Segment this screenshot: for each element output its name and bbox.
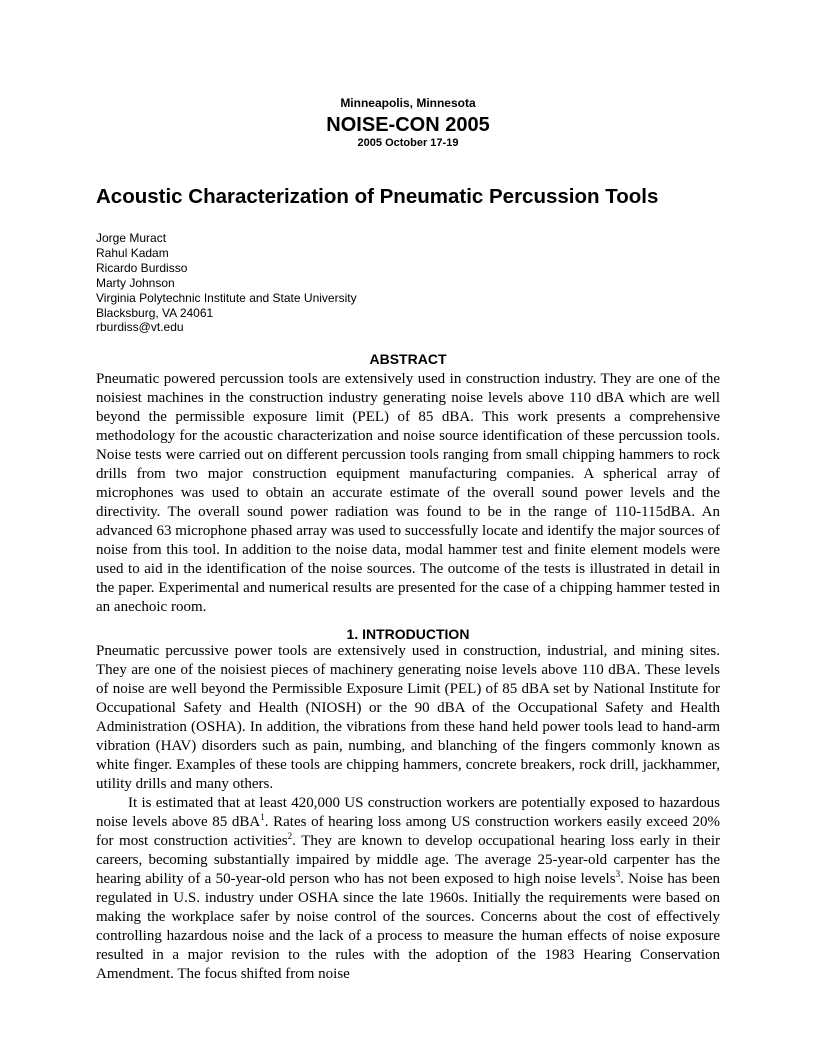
abstract-paragraph: Pneumatic powered percussion tools are extensively used in construction industry. They are one of the noisiest machines in the construction industry generating noise levels above 110 dBA which are well beyond the permissible exposure limit (PEL) of 85 dBA. This work presents a comprehensive methodology for the acoustic characterization and noise source identification of these percussion tools. Noise tests were carried out on different percussion tools ranging from small chipping hammers to rock drills from two major construction equipment manufacturing companies. A spherical array of microphones was used to obtain an accurate estimate of the overall sound power levels and the directivity. The overall sound power radiation was found to be in the range of 110-115dBA. An advanced 63 microphone phased array was used to successfully locate and identify the major sources of noise from this tool. In addition to the noise data, modal hammer test and finite element models were used to aid in the identification of the noise sources. The outcome of the tests is illustrated in detail in the paper. Experimental and numerical results are presented for the case of a chipping hammer tested in an anechoic room.: [96, 371, 720, 615]
introduction-heading: 1. INTRODUCTION: [346, 626, 470, 642]
paragraph-text: . They are known to develop occupational hearing loss early in their careers, becoming substantially impaired by middle age. The average 25-year-old carpenter has the hearing ability of a 50-year-old person who has not been exposed to high noise levels: [96, 833, 720, 887]
author-name: Jorge Muract: [96, 231, 167, 245]
reference-marker: 1: [260, 812, 265, 822]
introduction-paragraph-1: Pneumatic percussive power tools are extensively used in construction, industrial, and mining sites. They are one of the noisiest pieces of machinery generating noise levels above 110 dBA. These levels of noise are well beyond the Permissible Exposure Limit (PEL) of 85 dBA set by National Institute for Occupational Safety and Health (NIOSH) or the 90 dBA of the Occupational Safety and Health Administration (OSHA). In addition, the vibrations from these hand held power tools lead to hand-arm vibration (HAV) disorders such as pain, numbing, and blanching of the fingers commonly known as white finger. Examples of these tools are chipping hammers, concrete breakers, rock drill, jackhammer, utility drills and many others.: [96, 643, 720, 792]
conference-location: Minneapolis, Minnesota: [340, 96, 476, 110]
author-address: Blacksburg, VA 24061: [96, 305, 214, 320]
author-block: [96, 231, 596, 335]
author-name: Rahul Kadam: [96, 245, 169, 260]
introduction-paragraph-2: [96, 794, 720, 984]
author-name: Ricardo Burdisso: [96, 260, 188, 275]
conference-name: NOISE-CON 2005: [326, 114, 490, 136]
paper-title: Acoustic Characterization of Pneumatic Percussion Tools: [96, 185, 659, 208]
introduction-body: [96, 642, 720, 984]
author-affiliation: Virginia Polytechnic Institute and State University: [96, 290, 357, 305]
abstract-heading: ABSTRACT: [369, 351, 447, 367]
conference-dates: 2005 October 17-19: [357, 137, 459, 149]
author-email: rburdiss@vt.edu: [96, 320, 184, 335]
paragraph-text: It is estimated that at least 420,000 US construction workers are potentially exposed to hazardous noise levels above 85 dBA: [96, 795, 720, 830]
abstract-body: [96, 370, 720, 617]
reference-marker: 3: [615, 869, 621, 879]
author-name: Marty Johnson: [96, 275, 175, 290]
paragraph-text: . Rates of hearing loss among US construction workers easily exceed 20% for most construction activities: [96, 814, 720, 849]
paragraph-text: . Noise has been regulated in U.S. industry under OSHA since the late 1960s. Initially the requirements were based on making the workplace safer by noise control of the sources. Concerns about the cost of effectively controlling hazardous noise and the lack of a process to measure the human effects of noise exposure resulted in a major revision to the rules with the adoption of the 1983 Hearing Conservation Amendment. The focus shifted from noise: [96, 871, 720, 982]
reference-marker: 2: [287, 831, 293, 841]
